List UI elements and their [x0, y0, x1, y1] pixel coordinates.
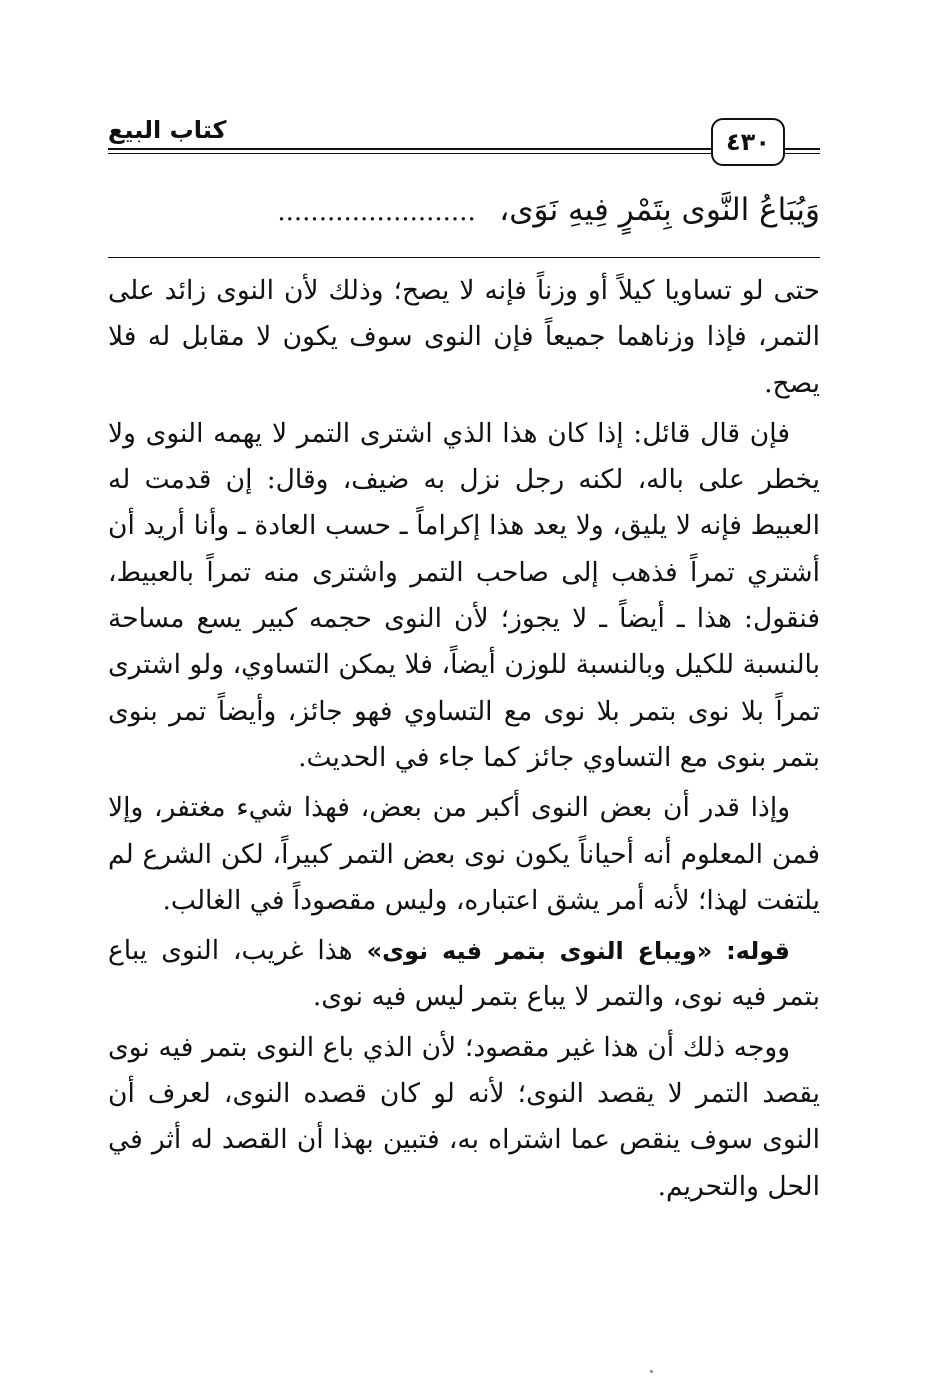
paragraph-text: هذا غريب، النوى يباع بتمر فيه نوى، والتمر لا يباع بتمر ليس فيه نوى.: [108, 935, 820, 1013]
matn-divider: [108, 257, 820, 258]
paragraph-text: ووجه ذلك أن هذا غير مقصود؛ لأن الذي باع النوى بتمر فيه نوى يقصد التمر لا يقصد النوى؛ لأنه لو كان قصده النوى، لعرف أن النوى سوف ينقص عما اشتراه به، فتبين بهذا أن القصد له أثر في الحل والتحريم.: [108, 1031, 820, 1202]
scan-speck: [650, 1370, 653, 1373]
paragraph-text: حتى لو تساويا كيلاً أو وزناً فإنه لا يصح؛ وذلك لأن النوى زائد على التمر، فإذا وزناهما جميعاً فإن النوى سوف يكون لا مقابل له فلا يصح.: [108, 275, 820, 399]
paragraph: [108, 785, 820, 924]
paragraph-text: وإذا قدر أن بعض النوى أكبر من بعض، فهذا شيء مغتفر، وإلا فمن المعلوم أنه أحياناً يكون نوى بعض التمر كبيراً، لكن الشرع لم يلتفت لهذا؛ لأنه أمر يشق اعتباره، وليس مقصوداً في الغالب.: [108, 792, 820, 916]
page-number: ٤٣٠: [711, 118, 785, 166]
quoted-matn: قوله: «ويباع النوى بتمر فيه نوى»: [366, 937, 791, 966]
commentary-body: [108, 268, 820, 1210]
header-rule: [626, 148, 711, 150]
matn-line: [108, 180, 820, 240]
matn-dots: ........................: [277, 197, 476, 227]
header-rule: [108, 148, 626, 150]
paragraph: [108, 411, 820, 781]
page-header: [108, 108, 820, 178]
header-rule: [783, 148, 820, 150]
matn-text: وَيُبَاعُ النَّوى بِتَمْرٍ فِيهِ نَوَى،: [499, 192, 820, 228]
paragraph-text: فإن قال قائل: إذا كان هذا الذي اشترى التمر لا يهمه النوى ولا يخطر على باله، لكنه رجل نزل به ضيف، وقال: إن قدمت له العبيط فإنه لا يليق، ولا يعد هذا إكراماً ـ حسب العادة ـ وأنا أريد أن أشتري تمراً فذهب إلى صاحب التمر واشترى منه تمراً بالعبيط، فنقول: هذا ـ أيضاً ـ لا يجوز؛ لأن النوى حجمه كبير يسع مساحة بالنسبة للكيل وبالنسبة للوزن أيضاً، فلا يمكن التساوي، ولو اشترى تمراً بلا نوى بتمر بلا نوى مع التساوي فهو جائز، وأيضاً تمر بنوى بتمر بنوى مع التساوي جائز كما جاء في الحديث.: [108, 417, 820, 773]
book-title: كتاب البيع: [108, 116, 227, 144]
paragraph: [108, 1025, 820, 1210]
paragraph: [108, 928, 820, 1021]
paragraph: [108, 268, 820, 407]
